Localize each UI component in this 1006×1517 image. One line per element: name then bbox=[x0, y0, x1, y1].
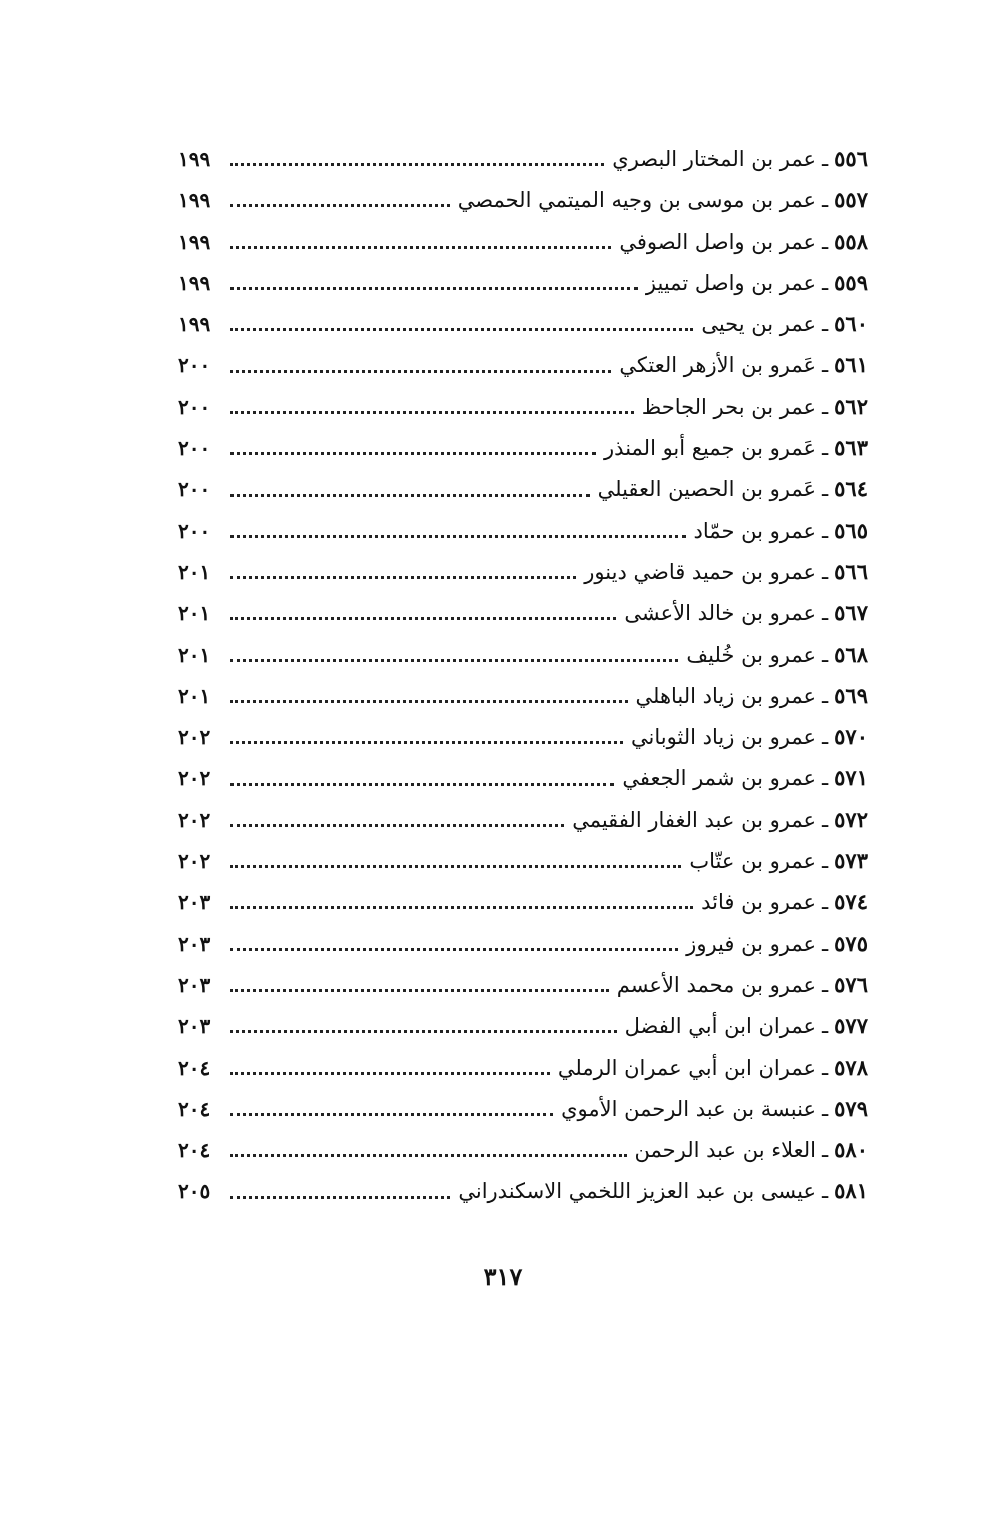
entry-separator: ـ bbox=[822, 270, 829, 295]
index-entry bbox=[178, 138, 868, 179]
entry-page: ٢٠٠ bbox=[178, 436, 211, 461]
entry-separator: ـ bbox=[822, 725, 829, 750]
entry-page: ٢٠١ bbox=[178, 559, 211, 584]
entry-name: عمرو بن شمر الجعفي bbox=[622, 766, 816, 791]
entry-name: عمرو بن فيروز bbox=[686, 931, 816, 956]
index-entry bbox=[178, 303, 868, 344]
entry-separator: ـ bbox=[822, 766, 829, 791]
entry-page: ١٩٩ bbox=[178, 229, 211, 254]
entry-number: ٥٦٢ bbox=[834, 393, 868, 419]
index-entry bbox=[178, 344, 868, 385]
entry-page: ٢٠٤ bbox=[178, 1055, 211, 1080]
entry-separator: ـ bbox=[822, 1179, 829, 1204]
dot-leader bbox=[230, 246, 611, 249]
entry-number: ٥٥٨ bbox=[834, 228, 868, 254]
index-entry bbox=[178, 1005, 868, 1046]
entry-page: ٢٠٢ bbox=[178, 807, 211, 832]
index-entry bbox=[178, 510, 868, 551]
entry-page: ٢٠١ bbox=[178, 642, 211, 667]
dot-leader bbox=[230, 1113, 553, 1116]
entry-page: ١٩٩ bbox=[178, 147, 211, 171]
entry-name: عيسى بن عبد العزيز اللخمي الاسكندراني bbox=[458, 1179, 816, 1204]
entry-number: ٥٦١ bbox=[834, 352, 868, 378]
entry-name: عمران ابن أبي الفضل bbox=[624, 1014, 816, 1039]
dot-leader bbox=[230, 700, 628, 703]
entry-separator: ـ bbox=[822, 1055, 829, 1080]
entry-separator: ـ bbox=[822, 807, 829, 832]
dot-leader bbox=[230, 535, 686, 538]
dot-leader bbox=[230, 741, 623, 744]
index-entry bbox=[178, 923, 868, 964]
dot-leader bbox=[230, 865, 681, 868]
entry-number: ٥٧٥ bbox=[834, 930, 868, 956]
entry-name: عمر بن واصل الصوفي bbox=[619, 229, 816, 254]
entry-name: عمرو بن فائد bbox=[701, 890, 816, 915]
index-entry bbox=[178, 1170, 868, 1211]
entry-page: ١٩٩ bbox=[178, 188, 211, 213]
index-entry bbox=[178, 757, 868, 798]
entry-page: ١٩٩ bbox=[178, 312, 211, 337]
entry-separator: ـ bbox=[822, 683, 829, 708]
dot-leader bbox=[230, 948, 678, 951]
entry-page: ٢٠١ bbox=[178, 683, 211, 708]
entry-number: ٥٦٨ bbox=[834, 641, 868, 667]
entry-name: العلاء بن عبد الرحمن bbox=[634, 1138, 816, 1163]
index-entry bbox=[178, 221, 868, 262]
dot-leader bbox=[230, 824, 564, 827]
entry-name: عمران ابن أبي عمران الرملي bbox=[557, 1055, 816, 1080]
entry-name: عنبسة بن عبد الرحمن الأموي bbox=[561, 1096, 816, 1121]
index-entry bbox=[178, 840, 868, 881]
entry-name: عَمرو بن الأزهر العتكي bbox=[619, 353, 816, 378]
dot-leader bbox=[230, 576, 576, 579]
entry-page: ٢٠٢ bbox=[178, 849, 211, 874]
index-entry bbox=[178, 634, 868, 675]
index-entry bbox=[178, 716, 868, 757]
index-entry bbox=[178, 964, 868, 1005]
entry-number: ٥٨٠ bbox=[834, 1137, 868, 1163]
index-entry bbox=[178, 551, 868, 592]
entry-name: عَمرو بن الحصين العقيلي bbox=[597, 477, 816, 502]
entry-name: عمرو بن حميد قاضي دينور bbox=[584, 559, 816, 584]
entry-page: ٢٠٣ bbox=[178, 931, 211, 956]
entry-separator: ـ bbox=[822, 601, 829, 626]
entry-page: ٢٠٣ bbox=[178, 890, 211, 915]
index-list bbox=[178, 138, 868, 1212]
entry-name: عمر بن المختار البصري bbox=[612, 147, 816, 171]
entry-page: ٢٠٢ bbox=[178, 766, 211, 791]
entry-number: ٥٦٤ bbox=[834, 476, 868, 502]
entry-name: عمرو بن خالد الأعشى bbox=[624, 601, 816, 626]
dot-leader bbox=[230, 328, 693, 331]
entry-separator: ـ bbox=[822, 972, 829, 997]
entry-number: ٥٥٦ bbox=[834, 146, 868, 171]
entry-separator: ـ bbox=[822, 1096, 829, 1121]
entry-separator: ـ bbox=[822, 188, 829, 213]
index-entry bbox=[178, 1088, 868, 1129]
dot-leader bbox=[230, 659, 678, 662]
dot-leader bbox=[230, 906, 693, 909]
entry-page: ٢٠٠ bbox=[178, 477, 211, 502]
entry-separator: ـ bbox=[822, 849, 829, 874]
dot-leader bbox=[230, 1030, 617, 1033]
entry-number: ٥٧٨ bbox=[834, 1054, 868, 1080]
entry-separator: ـ bbox=[822, 559, 829, 584]
dot-leader bbox=[230, 452, 596, 455]
entry-page: ٢٠٣ bbox=[178, 1014, 211, 1039]
entry-number: ٥٧٧ bbox=[834, 1013, 868, 1039]
dot-leader bbox=[230, 1072, 550, 1075]
entry-separator: ـ bbox=[822, 890, 829, 915]
index-entry bbox=[178, 881, 868, 922]
entry-name: عمرو بن عبد الغفار الفقيمي bbox=[572, 807, 816, 832]
entry-number: ٥٥٩ bbox=[834, 269, 868, 295]
index-entry bbox=[178, 179, 868, 220]
entry-name: عَمرو بن جميع أبو المنذر bbox=[604, 436, 816, 461]
entry-page: ٢٠٣ bbox=[178, 972, 211, 997]
entry-number: ٥٦٠ bbox=[834, 311, 868, 337]
entry-name: عمر بن واصل تمييز bbox=[645, 270, 816, 295]
entry-name: عمر بن موسى بن وجيه الميتمي الحمصي bbox=[457, 188, 816, 213]
entry-page: ٢٠٢ bbox=[178, 725, 211, 750]
entry-page: ٢٠٠ bbox=[178, 518, 211, 543]
dot-leader bbox=[230, 1154, 627, 1157]
entry-name: عمر بن يحيى bbox=[701, 312, 816, 337]
index-entry bbox=[178, 1047, 868, 1088]
dot-leader bbox=[230, 783, 614, 786]
index-entry bbox=[178, 1129, 868, 1170]
entry-separator: ـ bbox=[822, 394, 829, 419]
entry-number: ٥٦٣ bbox=[834, 435, 868, 461]
index-entry bbox=[178, 592, 868, 633]
entry-number: ٥٧٩ bbox=[834, 1095, 868, 1121]
entry-number: ٥٥٧ bbox=[834, 187, 868, 213]
dot-leader bbox=[230, 411, 634, 414]
entry-number: ٥٦٧ bbox=[834, 600, 868, 626]
index-entry bbox=[178, 468, 868, 509]
entry-page: ١٩٩ bbox=[178, 270, 211, 295]
entry-number: ٥٦٩ bbox=[834, 682, 868, 708]
entry-number: ٥٧٤ bbox=[834, 889, 868, 915]
entry-separator: ـ bbox=[822, 229, 829, 254]
entry-name: عمرو بن زياد الباهلي bbox=[635, 683, 816, 708]
entry-separator: ـ bbox=[822, 518, 829, 543]
entry-number: ٥٨١ bbox=[834, 1178, 868, 1204]
index-entry bbox=[178, 799, 868, 840]
entry-separator: ـ bbox=[822, 147, 829, 171]
dot-leader bbox=[230, 287, 638, 290]
entry-separator: ـ bbox=[822, 353, 829, 378]
entry-page: ٢٠١ bbox=[178, 601, 211, 626]
entry-name: عمرو بن خُليف bbox=[686, 642, 816, 667]
entry-separator: ـ bbox=[822, 436, 829, 461]
dot-leader bbox=[230, 163, 604, 166]
page-number: ٣١٧ bbox=[483, 1262, 523, 1291]
entry-name: عمرو بن حمّاد bbox=[693, 518, 816, 543]
entry-name: عمرو بن زياد الثوباني bbox=[630, 725, 816, 750]
dot-leader bbox=[230, 1196, 450, 1199]
dot-leader bbox=[230, 370, 611, 373]
entry-page: ٢٠٠ bbox=[178, 353, 211, 378]
entry-name: عمرو بن عتّاب bbox=[689, 849, 816, 874]
entry-name: عمرو بن محمد الأعسم bbox=[616, 972, 816, 997]
entry-number: ٥٦٥ bbox=[834, 517, 868, 543]
dot-leader bbox=[230, 617, 616, 620]
entry-number: ٥٧٦ bbox=[834, 971, 868, 997]
entry-separator: ـ bbox=[822, 1014, 829, 1039]
entry-separator: ـ bbox=[822, 1138, 829, 1163]
index-entry bbox=[178, 262, 868, 303]
dot-leader bbox=[230, 989, 609, 992]
entry-number: ٥٧١ bbox=[834, 765, 868, 791]
entry-page: ٢٠٥ bbox=[178, 1179, 211, 1204]
entry-name: عمر بن بحر الجاحظ bbox=[641, 394, 816, 419]
dot-leader bbox=[230, 204, 450, 207]
entry-separator: ـ bbox=[822, 642, 829, 667]
entry-separator: ـ bbox=[822, 931, 829, 956]
entry-page: ٢٠٤ bbox=[178, 1096, 211, 1121]
dot-leader bbox=[230, 494, 590, 497]
entry-number: ٥٧٢ bbox=[834, 806, 868, 832]
entry-page: ٢٠٤ bbox=[178, 1138, 211, 1163]
entry-separator: ـ bbox=[822, 312, 829, 337]
index-entry bbox=[178, 386, 868, 427]
index-entry bbox=[178, 427, 868, 468]
index-entry bbox=[178, 675, 868, 716]
entry-page: ٢٠٠ bbox=[178, 394, 211, 419]
entry-number: ٥٧٠ bbox=[834, 724, 868, 750]
entry-number: ٥٧٣ bbox=[834, 848, 868, 874]
entry-number: ٥٦٦ bbox=[834, 558, 868, 584]
entry-separator: ـ bbox=[822, 477, 829, 502]
